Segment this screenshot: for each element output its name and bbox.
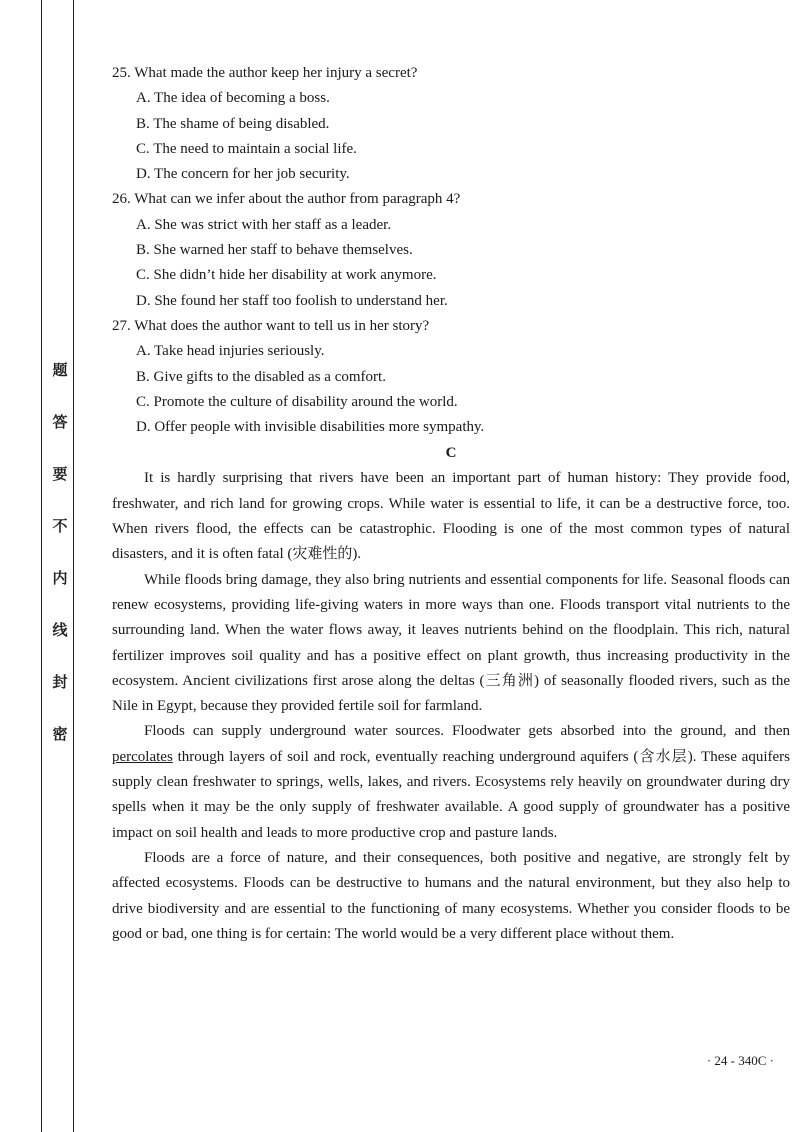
option: B. She warned her staff to behave themselves. bbox=[136, 242, 413, 259]
passage-paragraph bbox=[112, 719, 790, 845]
side-label-char: 内 bbox=[52, 569, 68, 587]
side-label-char: 密 bbox=[52, 725, 68, 743]
option: B. The shame of being disabled. bbox=[136, 115, 330, 132]
passage-paragraph: It is hardly surprising that rivers have been an important part of human history: They provide food, freshwater, and rich land for growing crops. While water is essential to life, it can be a destructive force, too. When rivers flood, the effects can be catastrophic. Flooding is one of the most common types of natural disasters, and it is often fatal (灾难性的). bbox=[112, 470, 790, 563]
option: A. Take head injuries seriously. bbox=[136, 343, 325, 360]
side-label-char: 题 bbox=[52, 361, 68, 379]
option: A. She was strict with her staff as a leader. bbox=[136, 216, 392, 233]
side-label-char: 不 bbox=[52, 517, 68, 535]
underlined-word: percolates bbox=[112, 748, 173, 765]
paragraph-text: Floods can supply underground water sources. Floodwater gets absorbed into the ground, and then bbox=[144, 723, 790, 740]
page-code: · 24 - 340C · bbox=[706, 1053, 774, 1068]
passage-paragraph: While floods bring damage, they also bring nutrients and essential components for life. Seasonal floods can renew ecosystems, providing life-giving waters in more ways than one. Floods transport vital nutrients to the surrounding land. When the water flows away, it leaves nutrients behind on the floodplain. This rich, natural fertilizer improves soil quality and has a positive effect on plant growth, thus increasing productivity in the ecosystem. Ancient civilizations first arose along the deltas (三角洲) of seasonally flooded rivers, such as the Nile in Egypt, because they provided fertile soil for farmland. bbox=[112, 571, 790, 715]
option: C. The need to maintain a social life. bbox=[136, 140, 357, 157]
option: C. She didn’t hide her disability at work anymore. bbox=[136, 267, 437, 284]
question-stem: 27. What does the author want to tell us in her story? bbox=[112, 317, 430, 334]
section-heading: C bbox=[445, 445, 457, 462]
option: D. She found her staff too foolish to understand her. bbox=[136, 292, 448, 309]
option: A. The idea of becoming a boss. bbox=[136, 90, 330, 107]
question-stem: 25. What made the author keep her injury a secret? bbox=[112, 65, 418, 81]
question-stem: 26. What can we infer about the author from paragraph 4? bbox=[112, 191, 461, 208]
side-label-char: 线 bbox=[52, 621, 68, 639]
binding-line-right bbox=[73, 0, 74, 1132]
side-label-char: 封 bbox=[52, 673, 68, 691]
paragraph-text: through layers of soil and rock, eventually reaching underground aquifers (含水层). These aquifers supply clean freshwater to springs, wells, lakes, and rivers. Ecosystems rely heavily on groundwater during dry spells when it may be the only supply of freshwater available. A good supply of groundwater has a positive impact on soil health and leads to more productive crop and pasture lands. bbox=[112, 748, 790, 841]
side-label-char: 答 bbox=[52, 413, 68, 431]
exam-content bbox=[112, 61, 790, 947]
option: B. Give gifts to the disabled as a comfort. bbox=[136, 368, 386, 385]
binding-line-left bbox=[41, 0, 42, 1132]
side-label-char: 要 bbox=[52, 465, 68, 483]
option: C. Promote the culture of disability around the world. bbox=[136, 393, 458, 410]
option: D. Offer people with invisible disabilities more sympathy. bbox=[136, 419, 485, 436]
passage-paragraph: Floods are a force of nature, and their consequences, both positive and negative, are strongly felt by affected ecosystems. Floods can be destructive to humans and the natural environment, but they also help to drive biodiversity and are essential to the functioning of many ecosystems. Whether you consider floods to be good or bad, one thing is for certain: The world would be a very different place without them. bbox=[112, 849, 790, 942]
option: D. The concern for her job security. bbox=[136, 166, 350, 183]
